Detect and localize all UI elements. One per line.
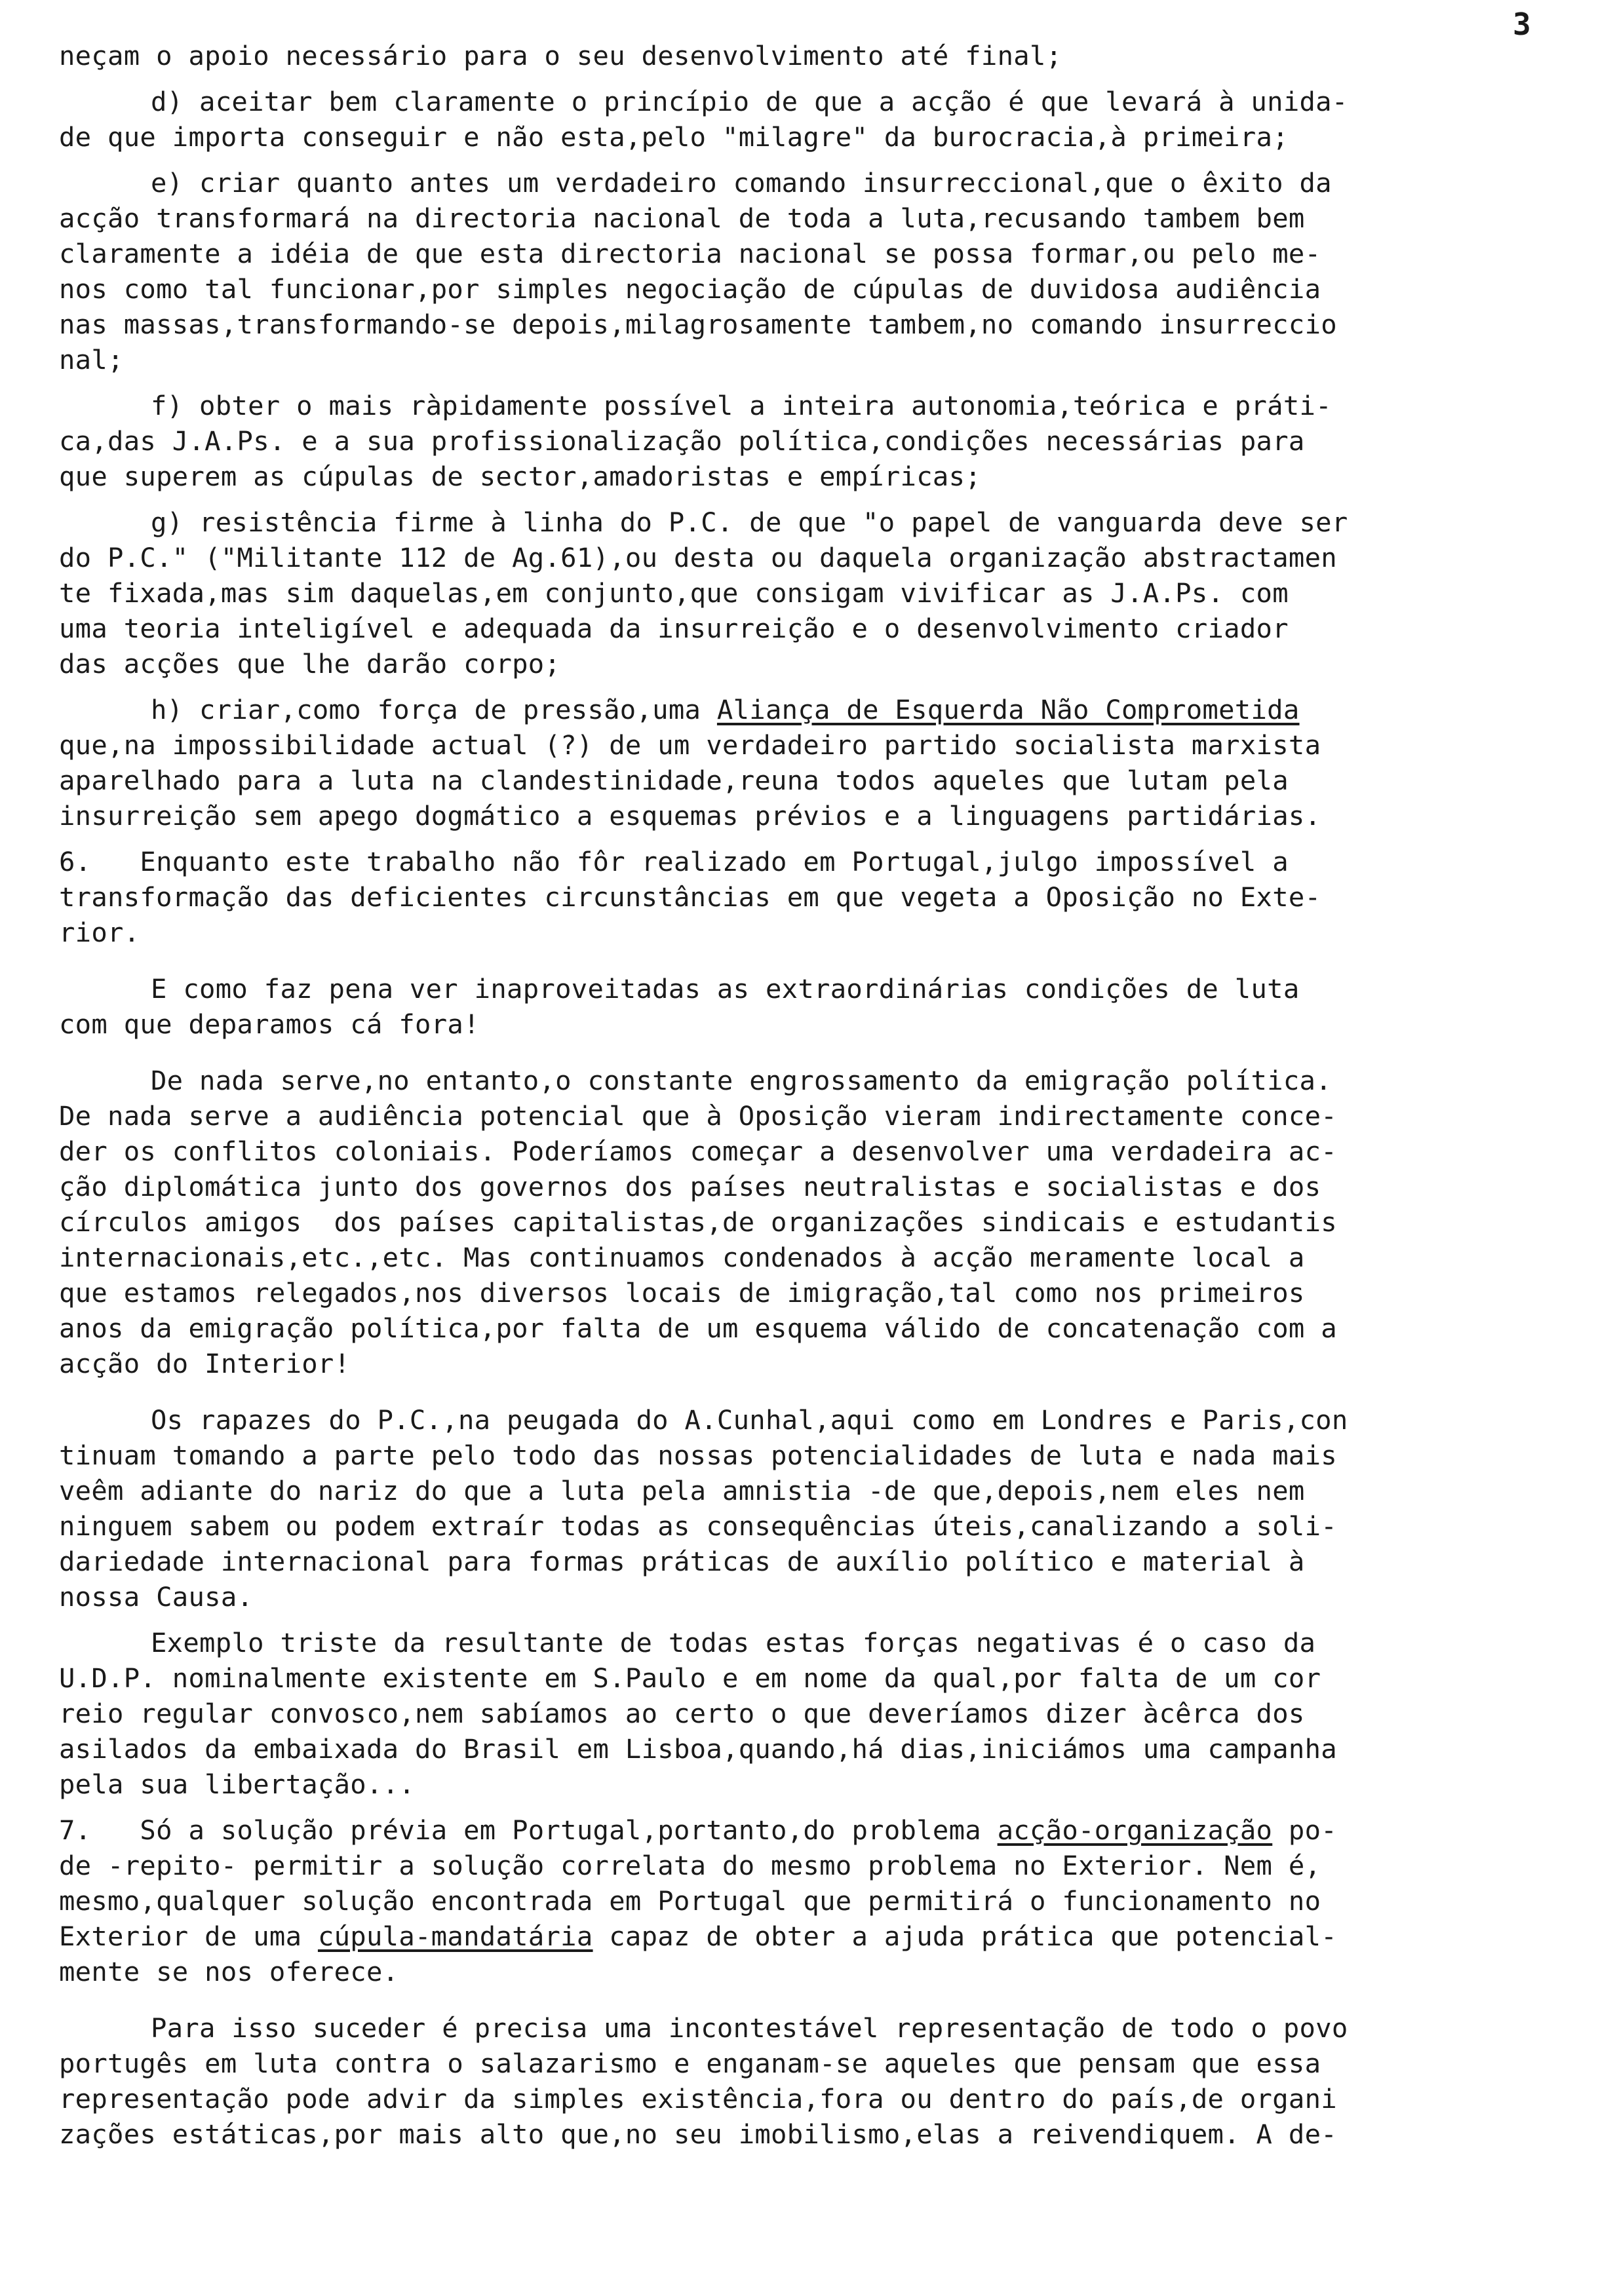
- paragraph-item-d: [59, 84, 1606, 155]
- paragraph-section-6: [59, 844, 1606, 950]
- text-line: mesmo,qualquer solução encontrada em Portugal que permitirá o funcionamento no: [59, 1885, 1321, 1917]
- text-line: de -repito- permitir a solução correlata do mesmo problema no Exterior. Nem é,: [59, 1850, 1321, 1881]
- text-line: d) aceitar bem claramente o princípio de que a acção é que levará à unida-: [151, 86, 1348, 117]
- text-line: [59, 1812, 1606, 1848]
- text-line: g) resistência firme à linha do P.C. de que "o papel de vanguarda deve ser: [151, 507, 1348, 538]
- text-line: Os rapazes do P.C.,na peugada do A.Cunhal,aqui como em Londres e Paris,con: [151, 1404, 1348, 1436]
- text-line: rior.: [59, 917, 140, 948]
- text-line: que superem as cúpulas de sector,amadoristas e empíricas;: [59, 461, 981, 492]
- letter-body: [59, 38, 1606, 2162]
- text-line: com que deparamos cá fora!: [59, 1008, 480, 1040]
- text-line: tinuam tomando a parte pelo todo das nossas potencialidades de luta e nada mais: [59, 1440, 1337, 1471]
- text-line: transformação das deficientes circunstâncias em que vegeta a Oposição no Exte-: [59, 881, 1321, 913]
- paragraph-item-e: [59, 165, 1606, 377]
- text-line: das acções que lhe darão corpo;: [59, 648, 561, 679]
- underlined-phrase: Aliança de Esquerda Não Comprometida: [716, 694, 1300, 725]
- text-line: nossa Causa.: [59, 1581, 254, 1613]
- paragraph-item-h: [59, 692, 1606, 833]
- paragraph: [59, 971, 1606, 1042]
- text-line: nas massas,transformando-se depois,milagrosamente tambem,no comando insurreccio: [59, 309, 1337, 340]
- paragraph: [59, 1625, 1606, 1802]
- text-line: der os conflitos coloniais. Poderíamos começar a desenvolver uma verdadeira ac-: [59, 1136, 1337, 1167]
- paragraph: [59, 1063, 1606, 1381]
- underlined-phrase: acção-organização: [997, 1814, 1273, 1846]
- text-line: de que importa conseguir e não esta,pelo "milagre" da burocracia,à primeira;: [59, 121, 1289, 153]
- text-line: De nada serve,no entanto,o constante engrossamento da emigração política.: [151, 1065, 1332, 1096]
- text-line: círculos amigos dos países capitalistas,de organizações sindicais e estudantis: [59, 1206, 1337, 1238]
- text-line: aparelhado para a luta na clandestinidade,reuna todos aqueles que lutam pela: [59, 765, 1289, 796]
- underlined-phrase: cúpula-mandatária: [317, 1921, 593, 1952]
- text-line: zações estáticas,por mais alto que,no seu imobilismo,elas a reivendiquem. A de-: [59, 2118, 1337, 2150]
- text-line: [59, 692, 1606, 727]
- text-line: e) criar quanto antes um verdadeiro comando insurreccional,que o êxito da: [151, 167, 1332, 199]
- text-run: Exterior de uma: [59, 1921, 318, 1952]
- text-line: 6. Enquanto este trabalho não fôr realizado em Portugal,julgo impossível a: [59, 846, 1289, 877]
- text-line: dariedade internacional para formas práticas de auxílio político e material à: [59, 1546, 1305, 1577]
- text-line: f) obter o mais ràpidamente possível a inteira autonomia,teórica e práti-: [151, 390, 1332, 421]
- text-run: h) criar,como força de pressão,uma: [151, 694, 717, 725]
- text-line: insurreição sem apego dogmático a esquemas prévios e a linguagens partidárias.: [59, 800, 1321, 832]
- text-line: [59, 1919, 1606, 1954]
- text-line: Para isso suceder é precisa uma incontestável representação de todo o povo: [151, 2012, 1348, 2044]
- paragraph: [59, 1402, 1606, 1615]
- text-line: internacionais,etc.,etc. Mas continuamos condenados à acção meramente local a: [59, 1242, 1305, 1273]
- text-line: U.D.P. nominalmente existente em S.Paulo e em nome da qual,por falta de um cor: [59, 1662, 1321, 1694]
- text-line: nos como tal funcionar,por simples negociação de cúpulas de duvidosa audiência: [59, 273, 1321, 305]
- text-line: uma teoria inteligível e adequada da insurreição e o desenvolvimento criador: [59, 613, 1289, 644]
- page-number: 3: [1513, 7, 1531, 42]
- paragraph: [59, 2010, 1606, 2152]
- paragraph-continuation: [59, 38, 1606, 73]
- text-line: acção transformará na directoria nacional de toda a luta,recusando tambem bem: [59, 202, 1305, 234]
- text-line: De nada serve a audiência potencial que à Oposição vieram indirectamente conce-: [59, 1100, 1337, 1132]
- text-line: pela sua libertação...: [59, 1769, 416, 1800]
- paragraph-section-7: [59, 1812, 1606, 1989]
- text-line: neçam o apoio necessário para o seu desenvolvimento até final;: [59, 40, 1062, 71]
- text-line: te fixada,mas sim daquelas,em conjunto,que consigam vivificar as J.A.Ps. com: [59, 577, 1289, 609]
- text-run: 7. Só a solução prévia em Portugal,portanto,do problema: [59, 1814, 998, 1846]
- text-line: representação pode advir da simples existência,fora ou dentro do país,de organi: [59, 2083, 1337, 2114]
- text-line: que estamos relegados,nos diversos locais de imigração,tal como nos primeiros: [59, 1277, 1305, 1309]
- text-line: que,na impossibilidade actual (?) de um verdadeiro partido socialista marxista: [59, 729, 1321, 761]
- text-line: acção do Interior!: [59, 1348, 351, 1379]
- text-line: reio regular convosco,nem sabíamos ao certo o que deveríamos dizer àcêrca dos: [59, 1698, 1305, 1729]
- text-line: claramente a idéia de que esta directoria nacional se possa formar,ou pelo me-: [59, 238, 1321, 269]
- text-line: anos da emigração política,por falta de um esquema válido de concatenação com a: [59, 1312, 1337, 1344]
- text-run: capaz de obter a ajuda prática que potencial-: [593, 1921, 1337, 1952]
- text-line: do P.C." ("Militante 112 de Ag.61),ou desta ou daquela organização abstractamen: [59, 542, 1337, 573]
- text-line: asilados da embaixada do Brasil em Lisboa,quando,há dias,iniciámos uma campanha: [59, 1733, 1337, 1765]
- text-line: portugês em luta contra o salazarismo e enganam-se aqueles que pensam que essa: [59, 2048, 1321, 2079]
- text-run: po-: [1272, 1814, 1337, 1846]
- text-line: ninguem sabem ou podem extraír todas as consequências úteis,canalizando a soli-: [59, 1510, 1337, 1542]
- text-line: mente se nos oferece.: [59, 1956, 399, 1987]
- paragraph-item-f: [59, 388, 1606, 494]
- text-line: veêm adiante do nariz do que a luta pela amnistia -de que,depois,nem eles nem: [59, 1475, 1305, 1506]
- text-line: E como faz pena ver inaproveitadas as extraordinárias condições de luta: [151, 973, 1300, 1004]
- paragraph-item-g: [59, 505, 1606, 681]
- text-line: Exemplo triste da resultante de todas estas forças negativas é o caso da: [151, 1627, 1316, 1658]
- text-line: ção diplomática junto dos governos dos países neutralistas e socialistas e dos: [59, 1171, 1321, 1202]
- text-line: nal;: [59, 344, 124, 375]
- text-line: ca,das J.A.Ps. e a sua profissionalização política,condições necessárias para: [59, 425, 1305, 457]
